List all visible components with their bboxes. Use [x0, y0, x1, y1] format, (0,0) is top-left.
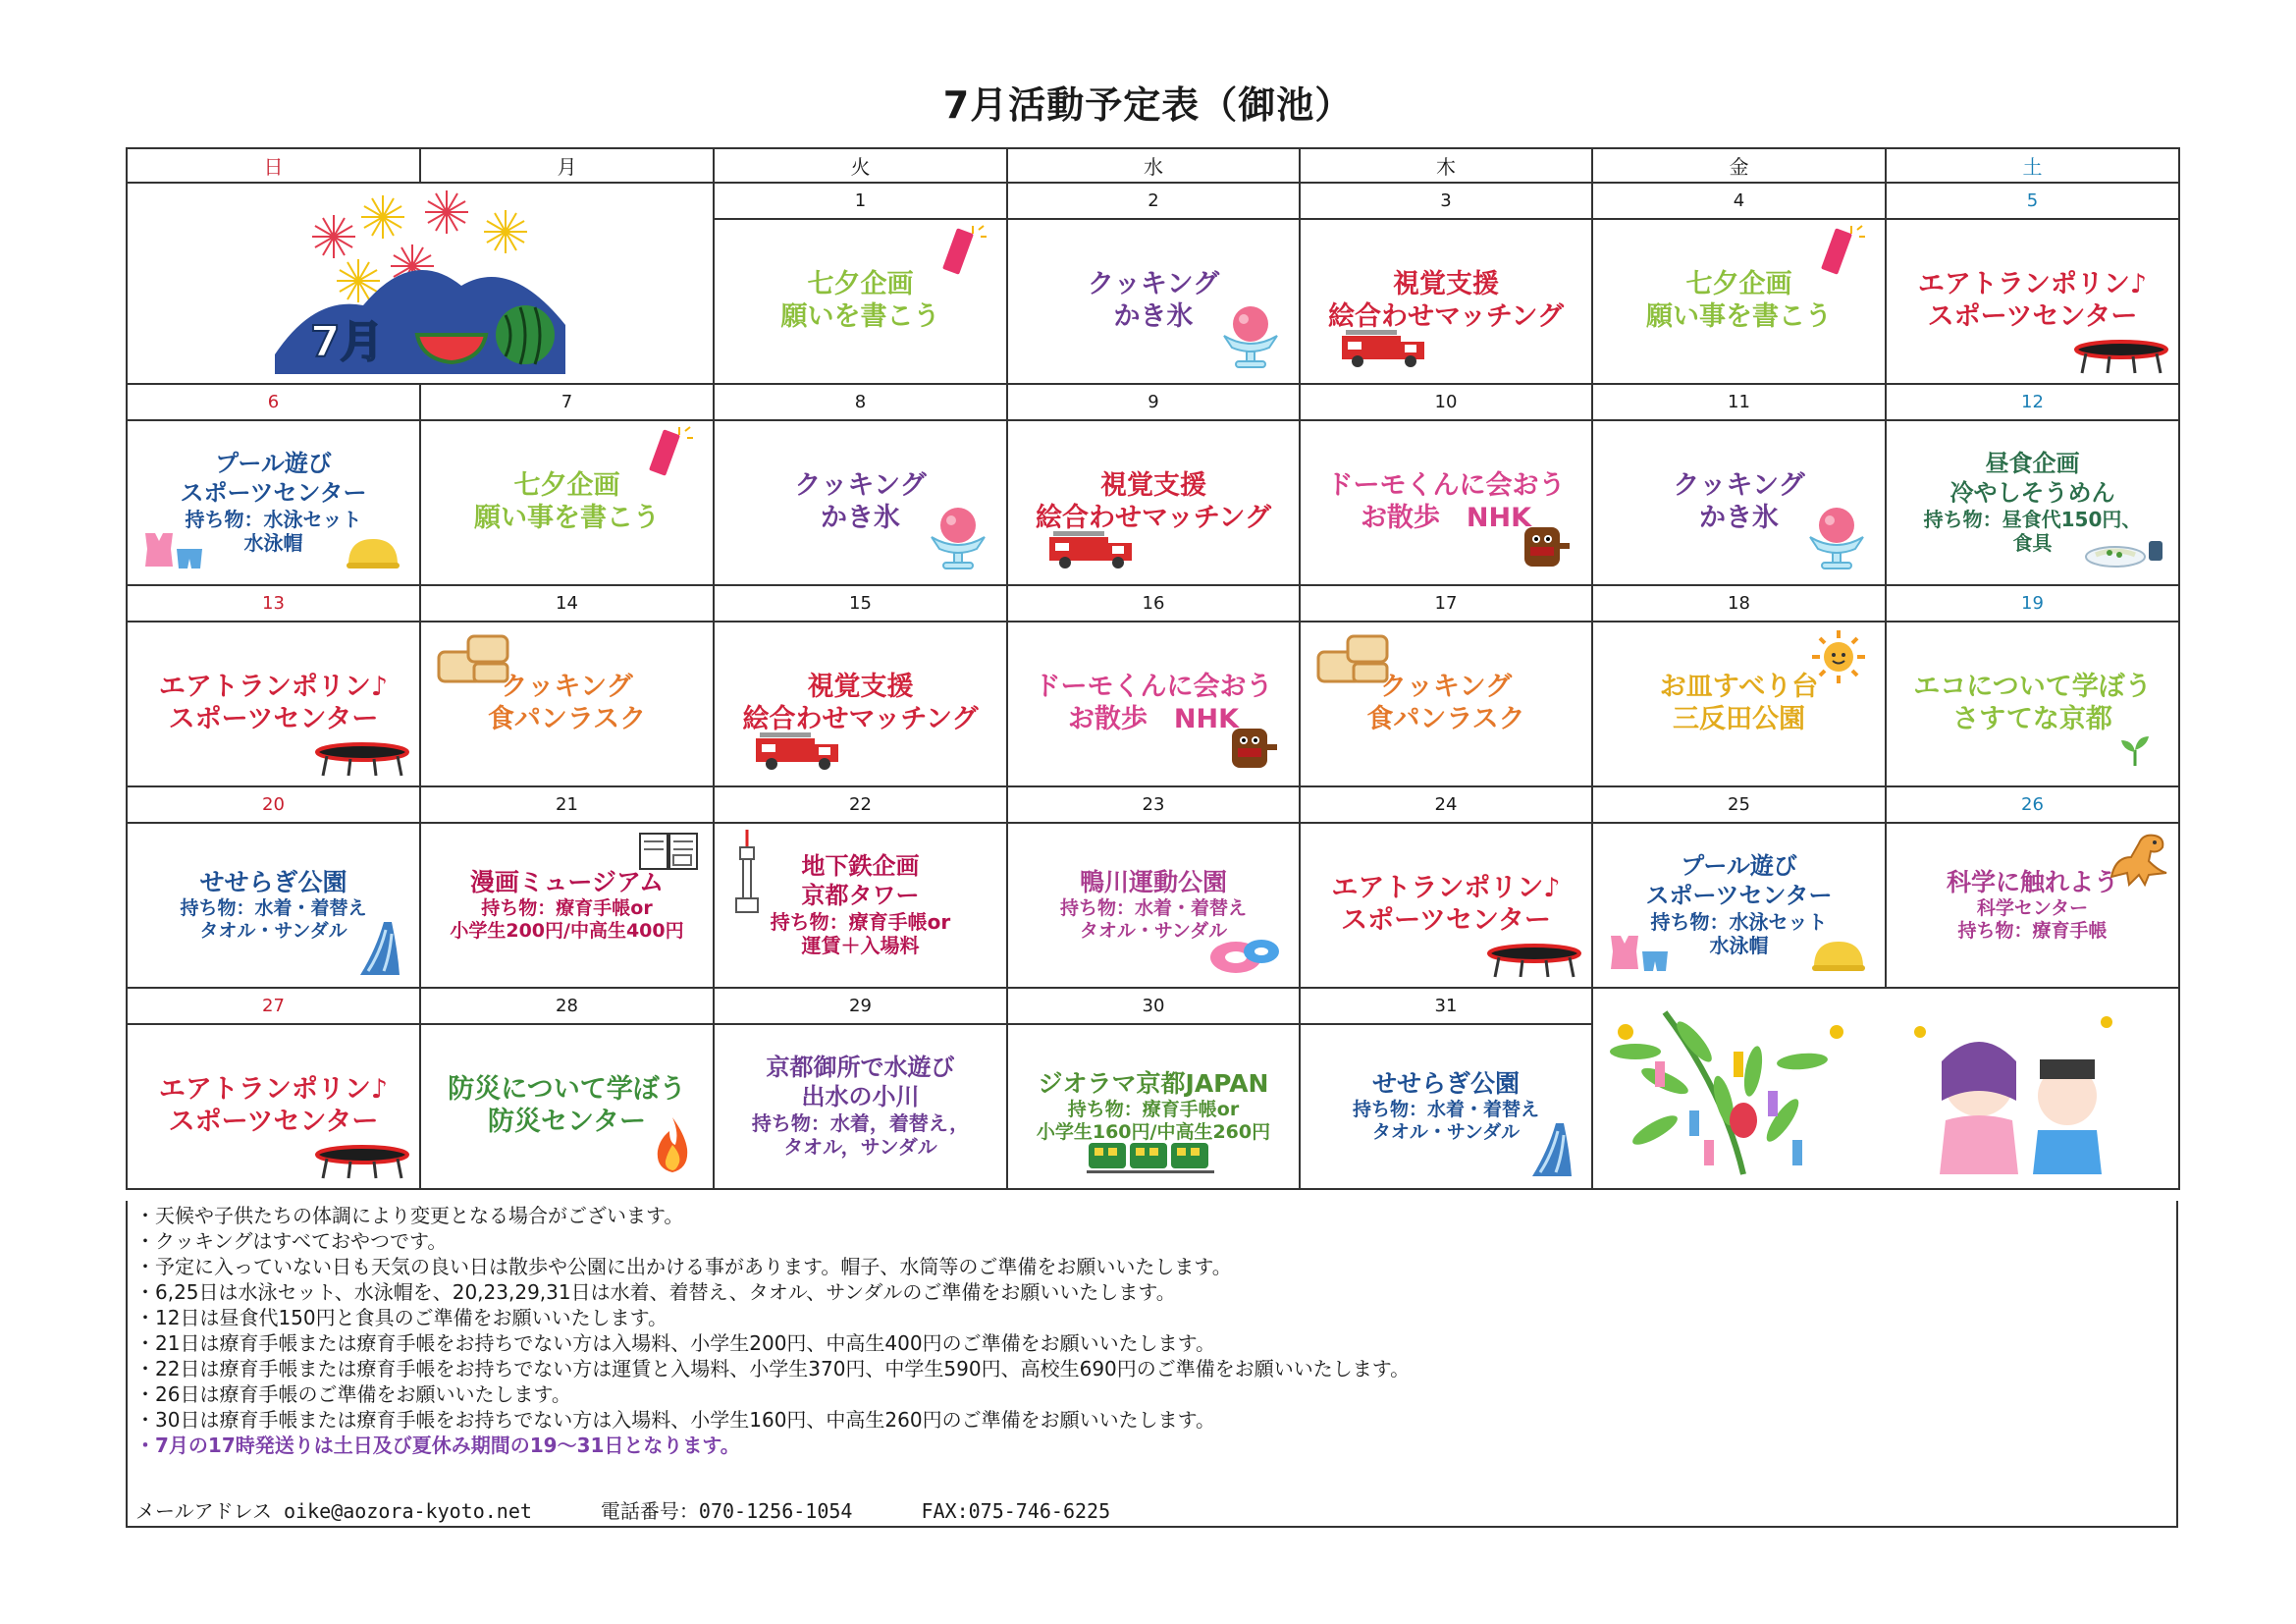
note-line: ・26日は療育手帳のご準備をお願いいたします。 — [135, 1382, 571, 1406]
activity-text: 運賃＋入場料 — [801, 934, 920, 958]
date-number: 17 — [1300, 585, 1592, 622]
activity-text: 防災センター — [488, 1107, 646, 1137]
activity-cell — [1886, 420, 2179, 585]
activity-cell — [1300, 420, 1592, 585]
activity-cell — [1007, 420, 1300, 585]
weekday-header: 木 — [1300, 148, 1592, 183]
weekday-header: 日 — [127, 148, 420, 183]
activity-text: 食パンラスク — [1366, 704, 1525, 734]
activity-cell — [714, 823, 1007, 988]
activity-text: 七夕企画 — [513, 470, 620, 502]
activity-text: 視覚支援 — [1393, 269, 1499, 300]
activity-text: 七夕企画 — [1685, 269, 1792, 300]
activity-text: せせらぎ公園 — [1371, 1068, 1520, 1098]
date-number: 28 — [420, 988, 714, 1024]
activity-cell — [1592, 823, 1886, 988]
activity-text: 持ち物：療育手帳or — [770, 909, 951, 934]
weekday-header: 水 — [1007, 148, 1300, 183]
activity-text: 絵合わせマッチング — [1327, 301, 1565, 332]
activity-text: かき氷 — [1113, 301, 1194, 332]
activity-text: クッキング — [501, 672, 633, 703]
date-number: 27 — [127, 988, 420, 1024]
date-number-row — [127, 384, 2179, 420]
activity-text: クッキング — [1673, 470, 1805, 502]
activity-cell — [127, 622, 420, 786]
activity-text: エアトランポリン♪ — [1917, 269, 2148, 300]
contact-fax: FAX:075-746-6225 — [921, 1499, 1111, 1523]
trampoline-icon — [313, 742, 411, 782]
date-number: 10 — [1300, 384, 1592, 420]
activity-text: エコについて学ぼう — [1913, 672, 2152, 703]
activity-cell — [1300, 219, 1592, 384]
contact-phone: 電話番号：070-1256-1054 — [600, 1499, 853, 1523]
activity-text: スポーツセンター — [1341, 905, 1551, 936]
activity-cell — [714, 420, 1007, 585]
activity-text: 防災について学ぼう — [448, 1074, 686, 1106]
activity-text: 出水の小川 — [801, 1082, 920, 1110]
date-number: 23 — [1007, 786, 1300, 823]
activity-cell — [420, 1024, 714, 1189]
note-line: ・7月の17時発送りは土日及び夏休み期間の19～31日となります。 — [135, 1434, 740, 1457]
activity-text: 鴨川運動公園 — [1079, 867, 1227, 896]
date-number: 7 — [420, 384, 714, 420]
note-line: ・天候や子供たちの体調により変更となる場合がございます。 — [135, 1204, 684, 1227]
activity-cell — [1300, 823, 1592, 988]
date-number: 18 — [1592, 585, 1886, 622]
date-number-row — [127, 585, 2179, 622]
activity-cell — [127, 1024, 420, 1189]
activity-text: さすてな京都 — [1952, 704, 2112, 734]
activity-text: ドーモくんに会おう — [1034, 672, 1273, 703]
activity-text: 視覚支援 — [1100, 470, 1206, 502]
activity-text: 視覚支援 — [807, 672, 914, 703]
activity-cell — [1300, 622, 1592, 786]
activity-cell — [420, 622, 714, 786]
date-number: 3 — [1300, 183, 1592, 219]
note-line: ・21日は療育手帳または療育手帳をお持ちでない方は入場料、小学生200円、中高生400円のご準備をお願いいたします。 — [135, 1331, 1215, 1355]
note-line: ・クッキングはすべておやつです。 — [135, 1229, 448, 1253]
month-banner — [127, 183, 714, 384]
activity-text: タオル・サンダル — [1079, 920, 1228, 943]
activity-cell — [1592, 420, 1886, 585]
date-number: 22 — [714, 786, 1007, 823]
activity-text: プール遊び — [215, 450, 332, 478]
activity-text: ドーモくんに会おう — [1326, 470, 1566, 502]
activity-cell — [1007, 1024, 1300, 1189]
weekday-header: 火 — [714, 148, 1007, 183]
activity-cell — [1886, 219, 2179, 384]
activity-text: 七夕企画 — [807, 269, 914, 300]
activity-cell — [1007, 219, 1300, 384]
activity-text: スポーツセンター — [180, 478, 367, 507]
contact-email: メールアドレス oike@aozora-kyoto.net — [135, 1499, 532, 1523]
activity-text: スポーツセンター — [1927, 301, 2138, 332]
activity-text: 願い事を書こう — [1646, 301, 1832, 332]
notes-panel — [126, 1201, 2178, 1528]
date-number: 12 — [1886, 384, 2179, 420]
activity-cell — [127, 823, 420, 988]
trampoline-icon — [313, 1145, 411, 1184]
activity-cell — [1007, 823, 1300, 988]
date-number: 20 — [127, 786, 420, 823]
activity-text: お散歩 NHK — [1067, 704, 1240, 734]
activity-text: 三反田公園 — [1673, 704, 1805, 734]
activity-text: タオル・サンダル — [199, 920, 347, 943]
activity-text: 食パンラスク — [487, 704, 647, 734]
sprout-icon — [2117, 734, 2153, 772]
activity-text: 地下鉄企画 — [801, 852, 920, 881]
date-number: 29 — [714, 988, 1007, 1024]
activity-text: お散歩 NHK — [1360, 503, 1532, 533]
activity-text: 水泳帽 — [1709, 934, 1769, 958]
activity-text: ジオラマ京都JAPAN — [1038, 1068, 1269, 1098]
date-number: 4 — [1592, 183, 1886, 219]
activity-text: お皿すべり台 — [1659, 672, 1819, 703]
date-number: 24 — [1300, 786, 1592, 823]
date-number: 19 — [1886, 585, 2179, 622]
activity-text: せせらぎ公園 — [199, 867, 347, 896]
activity-row — [127, 622, 2179, 786]
activity-text: プール遊び — [1681, 852, 1797, 881]
activity-text: クッキング — [1379, 672, 1513, 703]
activity-text: スポーツセンター — [168, 1107, 379, 1137]
activity-text: エアトランポリン♪ — [158, 1074, 389, 1106]
date-number: 11 — [1592, 384, 1886, 420]
activity-cell — [1886, 622, 2179, 786]
date-number: 15 — [714, 585, 1007, 622]
note-line: ・6,25日は水泳セット、水泳帽を、20,23,29,31日は水着、着替え、タオル、サンダルのご準備をお願いいたします。 — [135, 1280, 1176, 1304]
activity-text: 昼食企画 — [1985, 450, 2080, 478]
activity-text: 持ち物：水泳セット — [1650, 909, 1828, 934]
note-line: ・予定に入っていない日も天気の良い日は散歩や公園に出かける事があります。帽子、水筒等のご準備をお願いいたします。 — [135, 1255, 1232, 1278]
weekday-header: 月 — [420, 148, 714, 183]
activity-cell — [1886, 823, 2179, 988]
activity-cell — [1592, 219, 1886, 384]
date-number: 13 — [127, 585, 420, 622]
date-number: 31 — [1300, 988, 1592, 1024]
date-number: 5 — [1886, 183, 2179, 219]
contact-info — [135, 1495, 1179, 1524]
activity-text: 絵合わせマッチング — [742, 704, 979, 734]
activity-text: 科学センター — [1976, 897, 2089, 920]
weekday-header-row — [127, 148, 2179, 183]
weekday-header: 土 — [1886, 148, 2179, 183]
date-number: 2 — [1007, 183, 1300, 219]
date-number-row — [127, 988, 2179, 1024]
note-line: ・22日は療育手帳または療育手帳をお持ちでない方は運賃と入場料、小学生370円、中学生590円、高校生690円のご準備をお願いいたします。 — [135, 1357, 1411, 1380]
date-number: 25 — [1592, 786, 1886, 823]
activity-cell — [127, 420, 420, 585]
activity-text: 水泳帽 — [243, 531, 303, 556]
date-number: 16 — [1007, 585, 1300, 622]
activity-text: 小学生160円/中高生260円 — [1036, 1121, 1271, 1144]
date-number-row — [127, 183, 2179, 219]
page-title: 7月活動予定表（御池） — [942, 83, 1354, 127]
note-line: ・30日は療育手帳または療育手帳をお持ちでない方は入場料、小学生160円、中高生260円のご準備をお願いいたします。 — [135, 1408, 1215, 1432]
date-number: 21 — [420, 786, 714, 823]
activity-row — [127, 420, 2179, 585]
activity-text: 持ち物：水着・着替え — [180, 897, 367, 920]
date-number: 8 — [714, 384, 1007, 420]
activity-text: 科学に触れよう — [1946, 867, 2118, 896]
tanabata-illustration — [1592, 988, 2179, 1189]
activity-text: 持ち物：水着，着替え， — [751, 1110, 970, 1135]
activity-text: 持ち物：水泳セット — [185, 507, 362, 531]
svg-text:7月: 7月 — [310, 317, 384, 367]
activity-text: 持ち物：療育手帳or — [1067, 1099, 1240, 1121]
activity-text: クッキング — [794, 470, 927, 502]
activity-row — [127, 823, 2179, 988]
activity-cell — [1300, 1024, 1592, 1189]
activity-text: 持ち物：昼食代150円、 — [1923, 507, 2142, 531]
activity-text: 持ち物：水着・着替え — [1352, 1099, 1539, 1121]
activity-text: かき氷 — [821, 503, 900, 533]
activity-text: 持ち物：水着・着替え — [1059, 897, 1247, 920]
date-number: 26 — [1886, 786, 2179, 823]
activity-text: スポーツセンター — [168, 704, 379, 734]
activity-text: 絵合わせマッチング — [1035, 503, 1272, 533]
activity-cell — [714, 1024, 1007, 1189]
activity-text: スポーツセンター — [1645, 881, 1833, 909]
date-number: 1 — [714, 183, 1007, 219]
activity-text: 京都御所で水遊び — [766, 1054, 955, 1082]
trampoline-icon — [2072, 340, 2170, 379]
activity-text: クッキング — [1087, 269, 1220, 300]
activity-text: 願い事を書こう — [474, 503, 660, 533]
activity-text: かき氷 — [1699, 503, 1779, 533]
activity-cell — [714, 622, 1007, 786]
date-number: 9 — [1007, 384, 1300, 420]
note-line: ・12日は昼食代150円と食具のご準備をお願いいたします。 — [135, 1306, 668, 1329]
activity-text: タオル，サンダル — [783, 1135, 937, 1160]
activity-text: タオル・サンダル — [1371, 1121, 1521, 1144]
date-number: 14 — [420, 585, 714, 622]
activity-text: 食具 — [2012, 531, 2053, 556]
activity-text: 京都タワー — [801, 881, 920, 909]
activity-text: エアトランポリン♪ — [158, 672, 389, 703]
activity-cell — [714, 219, 1007, 384]
activity-cell — [420, 823, 714, 988]
calendar-table — [126, 147, 2180, 1190]
activity-cell — [420, 420, 714, 585]
trampoline-icon — [1485, 944, 1583, 983]
activity-text: 漫画ミュージアム — [469, 867, 665, 896]
activity-text: 願いを書こう — [780, 301, 940, 332]
date-number: 6 — [127, 384, 420, 420]
activity-text: 持ち物：療育手帳or — [481, 897, 653, 920]
activity-cell — [1592, 622, 1886, 786]
activity-cell — [1007, 622, 1300, 786]
date-number: 30 — [1007, 988, 1300, 1024]
activity-text: 持ち物：療育手帳 — [1957, 920, 2108, 943]
date-number-row — [127, 786, 2179, 823]
activity-text: エアトランポリン♪ — [1331, 873, 1561, 904]
activity-text: 小学生200円/中高生400円 — [450, 920, 684, 943]
activity-text: 冷やしそうめん — [1949, 478, 2115, 507]
weekday-header: 金 — [1592, 148, 1886, 183]
